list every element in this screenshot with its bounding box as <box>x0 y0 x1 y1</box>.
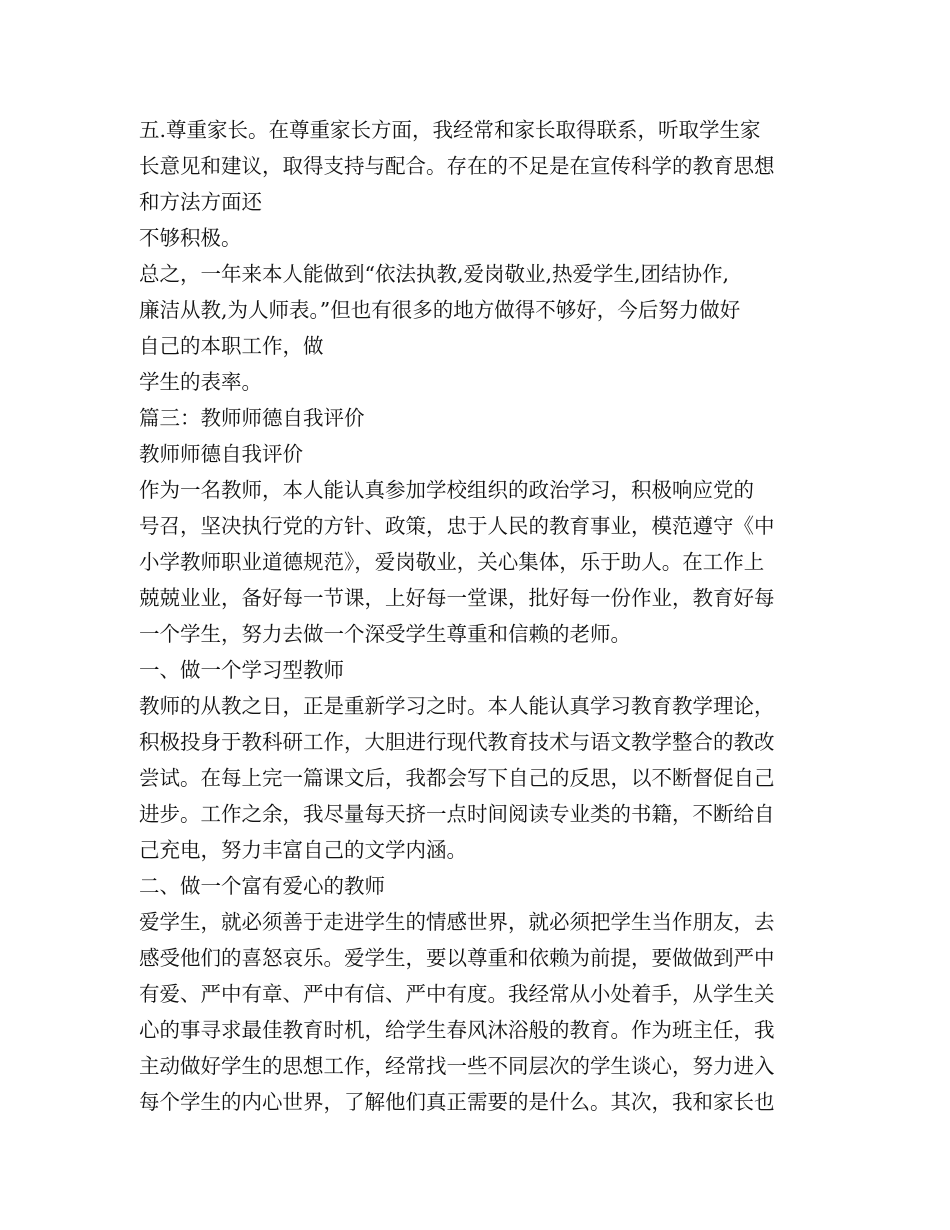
text-line: 总之，一年来本人能做到“依法执教,爱岗敬业,热爱学生,团结协作, <box>139 262 730 286</box>
text-line: 积极投身于教科研工作，大胆进行现代教育技术与语文教学整合的教改 <box>139 730 775 754</box>
text-line: 己充电，努力丰富自己的文学内涵。 <box>139 838 467 862</box>
text-line: 五.尊重家长。在尊重家长方面，我经常和家长取得联系，听取学生家 <box>139 118 761 142</box>
subsection-heading: 二、做一个富有爱心的教师 <box>139 874 385 898</box>
text-line: 主动做好学生的思想工作，经常找一些不同层次的学生谈心，努力进入 <box>139 1054 775 1078</box>
text-line: 尝试。在每上完一篇课文后，我都会写下自己的反思，以不断督促自己 <box>139 766 775 790</box>
text-line: 廉洁从教,为人师表。”但也有很多的地方做得不够好，今后努力做好 <box>139 298 741 322</box>
text-line: 作为一名教师，本人能认真参加学校组织的政治学习，积极响应党的 <box>139 478 754 502</box>
text-line: 有爱、严中有章、严中有信、严中有度。我经常从小处着手，从学生关 <box>139 982 775 1006</box>
text-line: 爱学生，就必须善于走进学生的情感世界，就必须把学生当作朋友，去 <box>139 910 775 934</box>
text-line: 自己的本职工作，做 <box>139 334 324 358</box>
text-line: 心的事寻求最佳教育时机，给学生春风沐浴般的教育。作为班主任，我 <box>139 1018 775 1042</box>
text-line: 每个学生的内心世界，了解他们真正需要的是什么。其次，我和家长也 <box>139 1090 775 1114</box>
text-line: 小学教师职业道德规范》，爱岗敬业，关心集体，乐于助人。在工作上 <box>139 550 765 574</box>
section-heading: 篇三：教师师德自我评价 <box>139 406 365 430</box>
text-line: 进步。工作之余，我尽量每天挤一点时间阅读专业类的书籍，不断给自 <box>139 802 775 826</box>
subsection-heading: 一、做一个学习型教师 <box>139 658 344 682</box>
text-line: 一个学生，努力去做一个深受学生尊重和信赖的老师。 <box>139 622 631 646</box>
text-line: 兢兢业业，备好每一节课，上好每一堂课，批好每一份作业，教育好每 <box>139 586 775 610</box>
text-line: 号召，坚决执行党的方针、政策，忠于人民的教育事业，模范遵守《中 <box>139 514 775 538</box>
section-subheading: 教师师德自我评价 <box>139 442 303 466</box>
text-line: 教师的从教之日，正是重新学习之时。本人能认真学习教育教学理论， <box>139 694 775 718</box>
text-line: 不够积极。 <box>139 226 242 250</box>
text-line: 和方法方面还 <box>139 190 262 214</box>
text-line: 长意见和建议，取得支持与配合。存在的不足是在宣传科学的教育思想 <box>139 154 775 178</box>
text-line: 感受他们的喜怒哀乐。爱学生，要以尊重和依赖为前提，要做做到严中 <box>139 946 775 970</box>
text-line: 学生的表率。 <box>139 370 262 394</box>
